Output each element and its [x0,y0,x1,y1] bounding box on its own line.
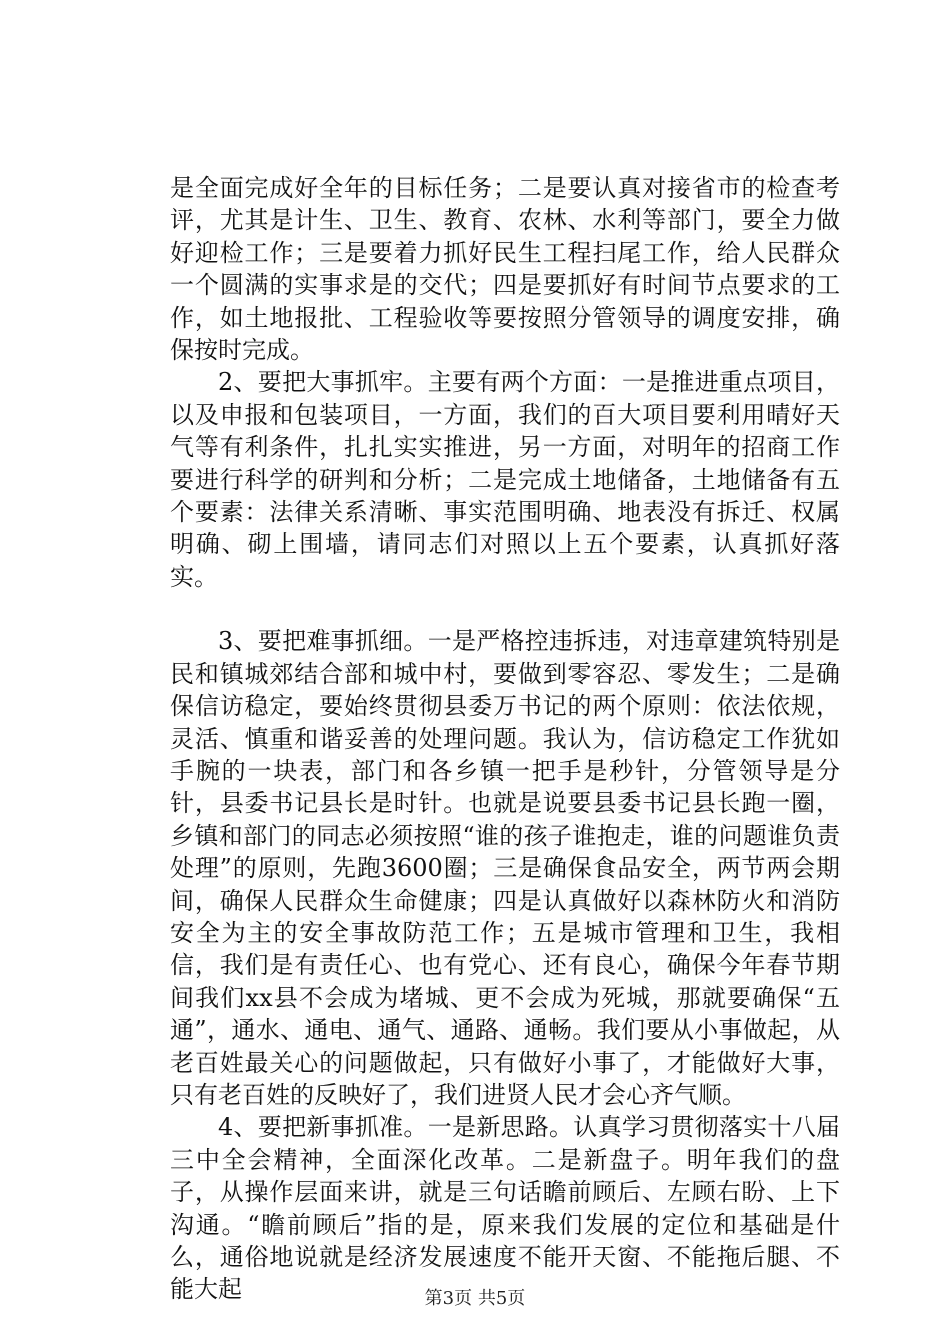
page-number-footer: 第3页 共5页 [424,1288,526,1309]
paragraph-item-4: 4、要把新事抓准。一是新思路。认真学习贯彻落实十八届三中全会精神，全面深化改革。二是新盘子。明年我们的盘子，从操作层面来讲，就是三句话瞻前顾后、左顾右盼、上下沟通。“瞻前顾后”指的是，原来我们发展的定位和基础是什么，通俗地说就是经济发展速度不能开天窗、不能拖后腿、不能大起 [170,1113,840,1304]
paragraph-continuation: 是全面完成好全年的目标任务；二是要认真对接省市的检查考评，尤其是计生、卫生、教育、农林、水利等部门，要全力做好迎检工作；三是要着力抓好民生工程扫尾工作，给人民群众一个圆满的实事求是的交代；四是要抓好有时间节点要求的工作，如土地报批、工程验收等要按照分管领导的调度安排，确保按时完成。 [170,174,840,365]
paragraph-item-3: 3、要把难事抓细。一是严格控违拆违，对违章建筑特别是民和镇城郊结合部和城中村，要做到零容忍、零发生；二是确保信访稳定，要始终贯彻县委万书记的两个原则：依法依规，灵活、慎重和谐妥善的处理问题。我认为，信访稳定工作犹如手腕的一块表，部门和各乡镇一把手是秒针，分管领导是分针，县委书记县长是时针。也就是说要县委书记县长跑一圈，乡镇和部门的同志必须按照“谁的孩子谁抱走，谁的问题谁负责处理”的原则，先跑3600圈；三是确保食品安全，两节两会期间，确保人民群众生命健康；四是认真做好以森林防火和消防安全为主的安全事故防范工作；五是城市管理和卫生，我相信，我们是有责任心、也有党心、还有良心，确保今年春节期间我们xx县不会成为堵城、更不会成为死城，那就要确保“五通”，通水、通电、通气、通路、通畅。我们要从小事做起，从老百姓最关心的问题做起，只有做好小事了，才能做好大事，只有老百姓的反映好了，我们进贤人民才会心齐气顺。 [170,627,840,1109]
document-body [170,172,840,1306]
paragraph-item-2: 2、要把大事抓牢。主要有两个方面：一是推进重点项目，以及申报和包装项目，一方面，我们的百大项目要利用晴好天气等有利条件，扎扎实实推进，另一方面，对明年的招商工作要进行科学的研判和分析；二是完成土地储备，土地储备有五个要素：法律关系清晰、事实范围明确、地表没有拆迁、权属明确、砌上围墙，请同志们对照以上五个要素，认真抓好落实。 [170,368,840,591]
